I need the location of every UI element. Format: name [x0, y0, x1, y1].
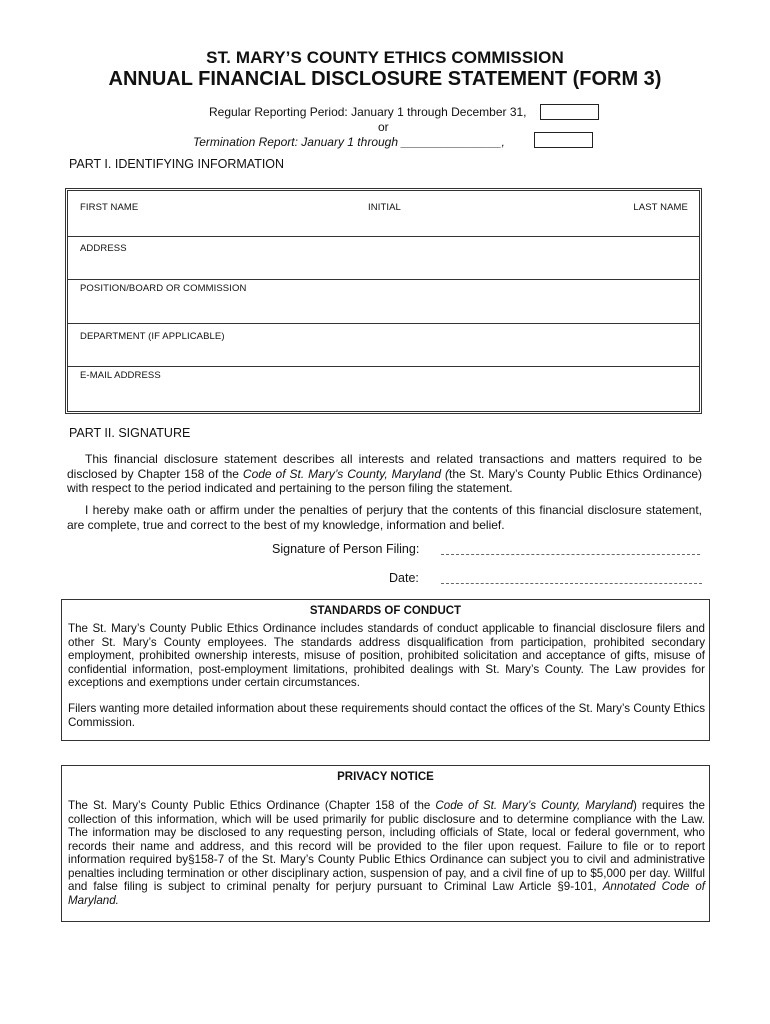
or-text: or: [378, 120, 389, 134]
last-name-label: LAST NAME: [633, 202, 688, 213]
department-row[interactable]: [68, 324, 699, 367]
part1-heading: PART I. IDENTIFYING INFORMATION: [69, 157, 285, 171]
address-row[interactable]: [68, 237, 699, 280]
signature-label: Signature of Person Filing:: [272, 542, 420, 556]
name-row[interactable]: [68, 191, 699, 237]
standards-text: The St. Mary’s County Public Ethics Ordinance includes standards of conduct applicable to financial disclosure filers and other St. Mary’s County employees. The standards address disqualification from participation, prohibited secondary employment, prohibited ownership interests, misuse of position, prohibited solicitation and acceptance of gifts, misuse of confidential information, post-employment limitations, prohibited dealings with St. Mary’s County. The Law provides for exceptions and exemptions under certain circumstances.: [68, 622, 705, 689]
oath-paragraph: [67, 503, 702, 532]
position-label: POSITION/BOARD OR COMMISSION: [80, 283, 247, 294]
department-label: DEPARTMENT (IF APPLICABLE): [80, 331, 225, 342]
email-label: E-MAIL ADDRESS: [80, 370, 161, 381]
form-title: ANNUAL FINANCIAL DISCLOSURE STATEMENT (FORM 3): [108, 68, 662, 90]
commission-title: ST. MARY’S COUNTY ETHICS COMMISSION: [206, 48, 564, 67]
privacy-title: PRIVACY NOTICE: [337, 771, 434, 783]
standards-contact-text: Filers wanting more detailed information about these requirements should contact the offices of the St. Mary’s County Ethics Commission.: [68, 702, 705, 729]
email-row[interactable]: [68, 367, 699, 411]
termination-year-box[interactable]: [534, 132, 593, 148]
standards-title: STANDARDS OF CONDUCT: [309, 605, 462, 617]
initial-label: INITIAL: [368, 202, 401, 213]
date-label: Date:: [389, 571, 419, 585]
regular-period-text: Regular Reporting Period: January 1 through December 31,: [209, 105, 527, 119]
signature-line[interactable]: [441, 554, 700, 555]
oath-text: I hereby make oath or affirm under the penalties of perjury that the contents of this financial disclosure statement, are complete, true and correct to the best of my knowledge, information and belief.: [67, 503, 702, 532]
identifying-info-table: [65, 188, 702, 414]
disclosure-paragraph: [67, 452, 702, 496]
privacy-text: [68, 799, 705, 907]
privacy-text-b: ) requires the collection of this information, which will be used primarily for public disclosure and to determine compliance with the Law. The information may be disclosed to any requesting person, including officials of State, local or federal government, who records their name and address, and this record will be provided to the filer upon request. Failure to file or to report information required by§158-7 of the St. Mary’s County Public Ethics Ordinance can subject you to civil and administrative penalties including termination or other disciplinary action, suspension of pay, and a civil fine of up to $5,000 per day. Willful and false filing is subject to criminal penalty for perjury pursuant to Criminal Law Article §9-101,: [68, 799, 705, 893]
privacy-notice-box: [61, 765, 710, 922]
first-name-label: FIRST NAME: [80, 202, 139, 213]
privacy-text-a: The St. Mary’s County Public Ethics Ordinance (Chapter 158 of the: [68, 799, 436, 812]
termination-period-text: Termination Report: January 1 through _______________,: [193, 135, 505, 149]
disclosure-text-a: This financial disclosure statement describes all interests and related transactions and matters required to be disclosed by Chapter 158 of the: [67, 452, 702, 481]
position-row[interactable]: [68, 280, 699, 324]
date-line[interactable]: [441, 583, 702, 584]
address-label: ADDRESS: [80, 243, 127, 254]
disclosure-text-b: the St. Mary’s County Public Ethics Ordinance) with respect to the period indicated and pertaining to the person filing the statement.: [67, 466, 703, 495]
part2-heading: PART II. SIGNATURE: [69, 426, 191, 440]
disclosure-text-italic: Code of St. Mary’s County, Maryland (: [242, 466, 449, 481]
privacy-text-italic2: Annotated Code of Maryland.: [68, 880, 705, 907]
standards-of-conduct-box: [61, 599, 710, 741]
regular-year-box[interactable]: [540, 104, 599, 120]
privacy-text-italic1: Code of St. Mary’s County, Maryland: [435, 799, 633, 812]
